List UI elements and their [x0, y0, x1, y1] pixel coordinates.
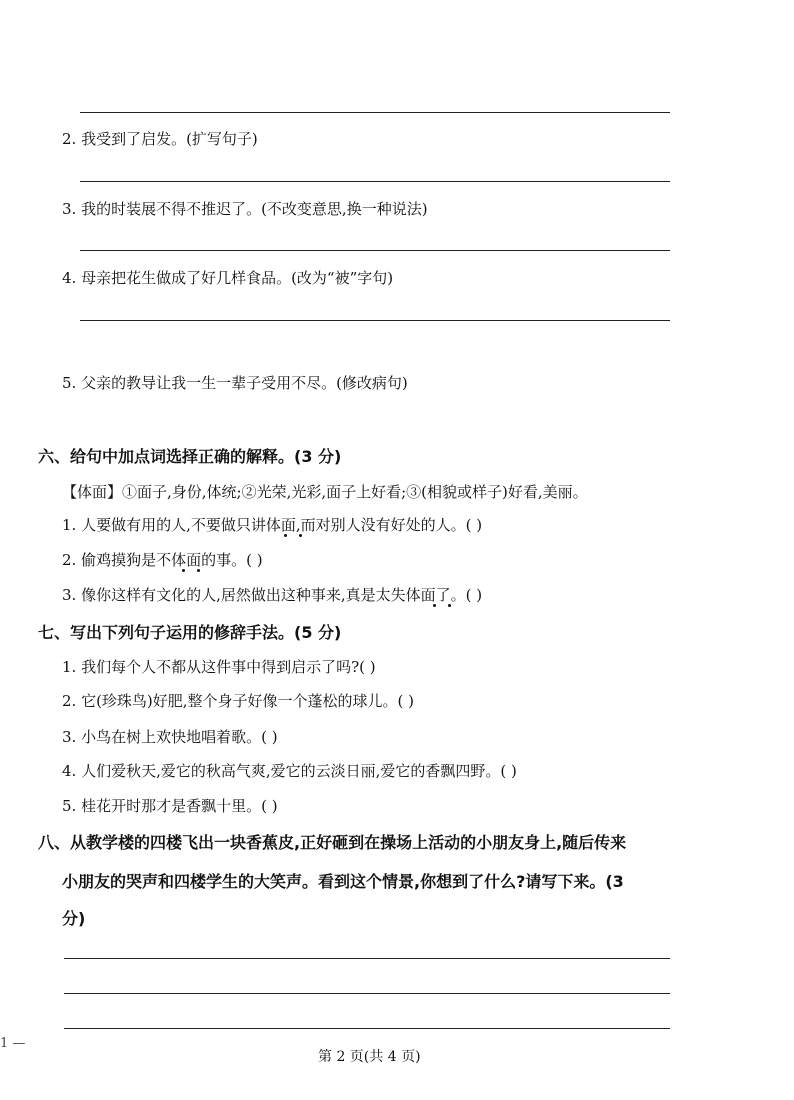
- question-item: 1. 人要做有用的人,不要做只讲体面,而对别人没有好处的人。( ): [62, 516, 483, 534]
- page-number: 第 2 页(共 4 页): [318, 1049, 421, 1065]
- question-item: 3. 像你这样有文化的人,居然做出这种事来,真是太失体面了。( ): [62, 586, 483, 604]
- section-title: 七、写出下列句子运用的修辞手法。(5 分): [38, 623, 342, 642]
- emphasis-dot: [197, 569, 200, 572]
- question-item: 5. 父亲的教导让我一生一辈子受用不尽。(修改病句): [62, 374, 408, 392]
- emphasis-dot: [448, 604, 451, 607]
- question-item: 1. 我们每个人不都从这件事中得到启示了吗?( ): [62, 658, 376, 676]
- answer-line: [80, 320, 670, 321]
- answer-line: [80, 112, 670, 113]
- edge-mark: 1 —: [0, 1036, 26, 1051]
- answer-line: [80, 181, 670, 182]
- definition-text: 【体面】①面子,身份,体统;②光荣,光彩,面子上好看;③(相貌或样子)好看,美丽。: [62, 483, 588, 501]
- question-item: 5. 桂花开时那才是香飘十里。( ): [62, 797, 278, 815]
- question-item: 4. 母亲把花生做成了好几样食品。(改为“被”字句): [62, 269, 394, 287]
- question-item: 3. 我的时装展不得不推迟了。(不改变意思,换一种说法): [62, 200, 428, 218]
- section-title: 八、从教学楼的四楼飞出一块香蕉皮,正好砸到在操场上活动的小朋友身上,随后传来: [38, 833, 627, 852]
- section-text: 分): [62, 909, 86, 928]
- answer-line: [64, 1028, 670, 1029]
- answer-line: [64, 993, 670, 994]
- answer-line: [64, 958, 670, 959]
- emphasis-dot: [182, 569, 185, 572]
- question-item: 2. 偷鸡摸狗是不体面的事。( ): [62, 551, 263, 569]
- question-item: 3. 小鸟在树上欢快地唱着歌。( ): [62, 728, 278, 746]
- emphasis-dot: [284, 534, 287, 537]
- emphasis-dot: [433, 604, 436, 607]
- question-item: 4. 人们爱秋天,爱它的秋高气爽,爱它的云淡日丽,爱它的香飘四野。( ): [62, 762, 517, 780]
- question-item: 2. 我受到了启发。(扩写句子): [62, 130, 258, 148]
- answer-line: [80, 250, 670, 251]
- emphasis-dot: [299, 534, 302, 537]
- section-title: 六、给句中加点词选择正确的解释。(3 分): [38, 447, 342, 466]
- question-item: 2. 它(珍珠鸟)好肥,整个身子好像一个蓬松的球儿。( ): [62, 692, 415, 710]
- section-text: 小朋友的哭声和四楼学生的大笑声。看到这个情景,你想到了什么?请写下来。(3: [62, 872, 624, 891]
